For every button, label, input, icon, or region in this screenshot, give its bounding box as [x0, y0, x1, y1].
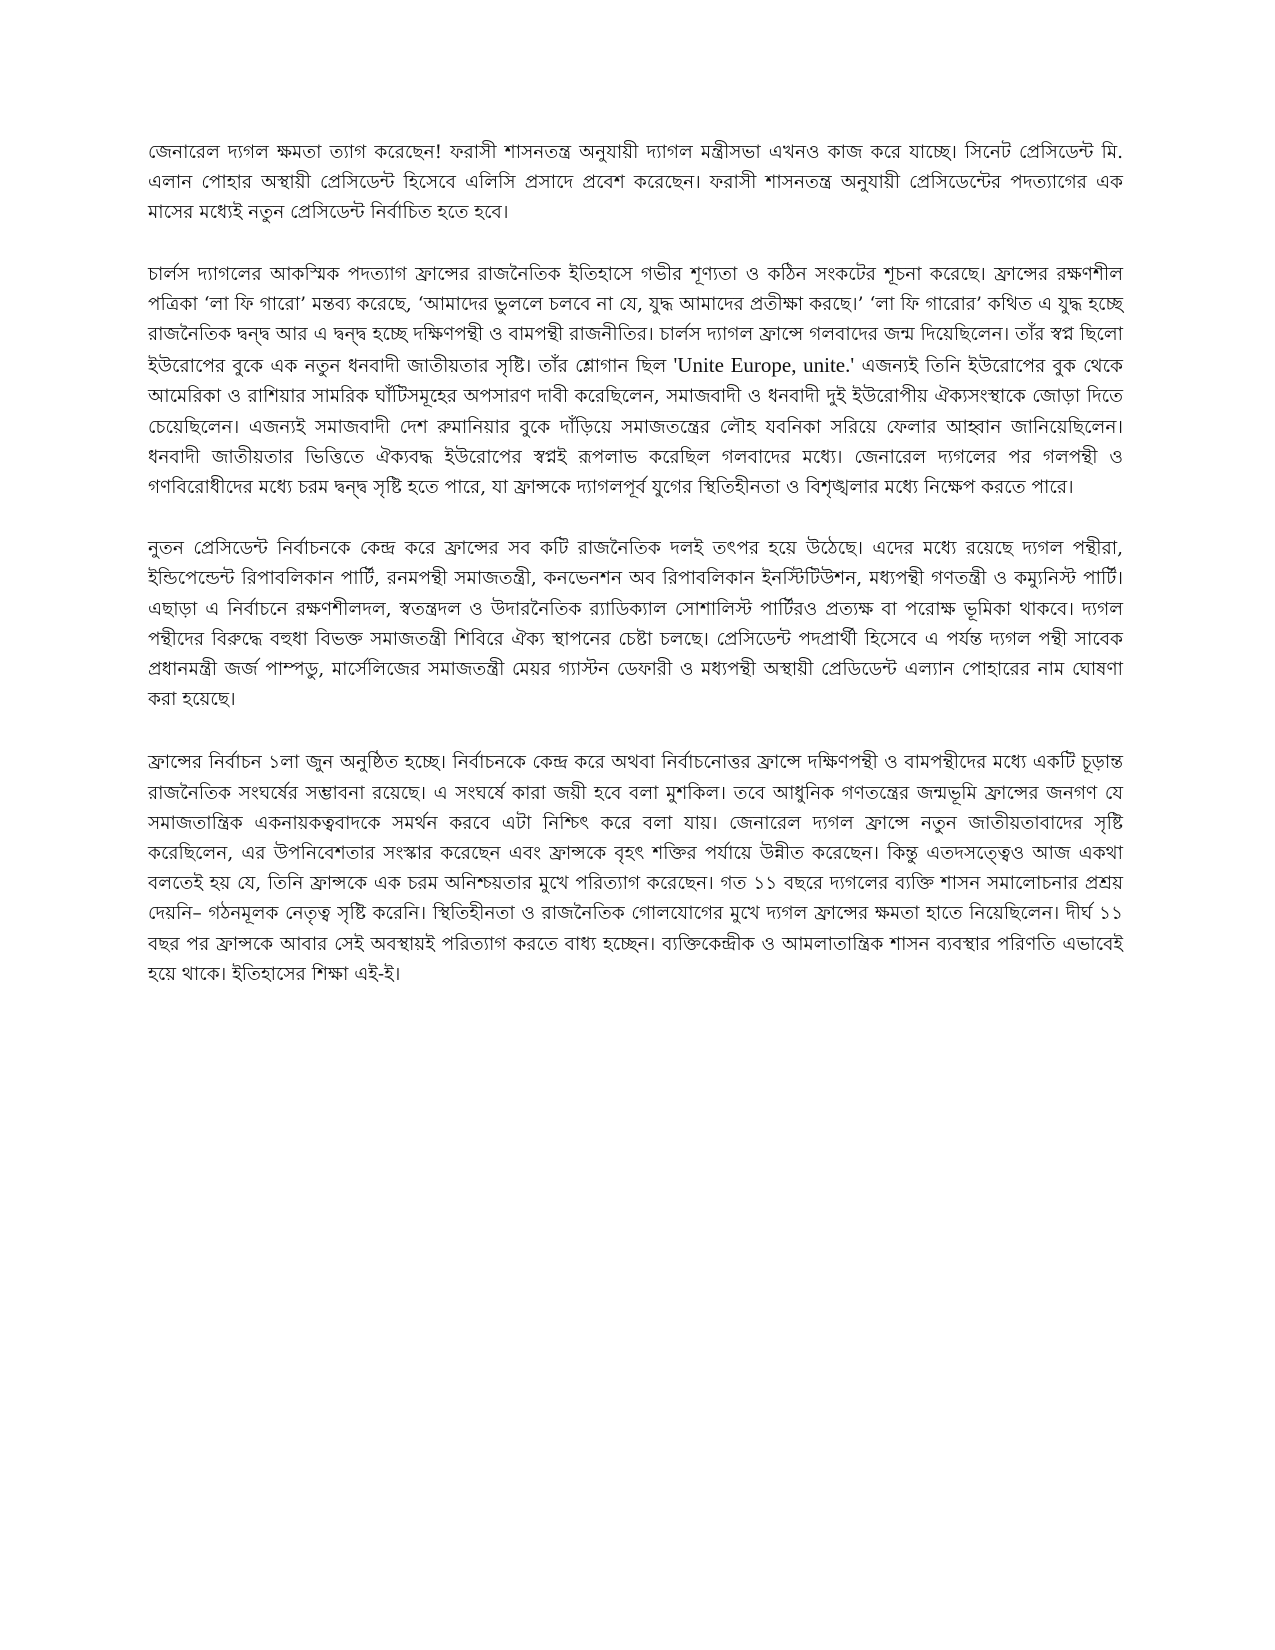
paragraph-election-outlook: ফ্রান্সের নির্বাচন ১লা জুন অনুষ্ঠিত হচ্ছে। নির্বাচনকে কেন্দ্র করে অথবা নির্বাচনোত্তর ফ্রান্সে দক্ষিণপন্থী ও বামপন্থীদের মধ্যে একটি চূড়ান্ত রাজনৈতিক সংঘর্ষের সম্ভাবনা রয়েছে। এ সংঘর্ষে কারা জয়ী হবে বলা মুশকিল। তবে আধুনিক গণতন্ত্রের জন্মভূমি ফ্রান্সের জনগণ যে সমাজতান্ত্রিক একনায়কত্ববাদকে সমর্থন করবে এটা নিশ্চিৎ করে বলা যায়। জেনারেল দ্যগল ফ্রান্সে নতুন জাতীয়তাবাদের সৃষ্টি করেছিলেন, এর উপনিবেশতার সংস্কার করেছেন এবং ফ্রান্সকে বৃহৎ শক্তির পর্যায়ে উন্নীত করেছেন। কিন্তু এতদসত্ত্বেও আজ একথা বলতেই হয় যে, তিনি ফ্রান্সকে এক চরম অনিশ্চয়তার মুখে পরিত্যাগ করেছেন। গত ১১ বছরে দ্যগলের ব্যক্তি শাসন সমালোচনার প্রশ্রয় দেয়নি– গঠনমূলক নেতৃত্ব সৃষ্টি করেনি। স্থিতিহীনতা ও রাজনৈতিক গোলযোগের মুখে দ্যগল ফ্রান্সের ক্ষমতা হাতে নিয়েছিলেন। দীর্ঘ ১১ বছর পর ফ্রান্সকে আবার সেই অবস্থায়ই পরিত্যাগ করতে বাধ্য হচ্ছেন। ব্যক্তিকেন্দ্রীক ও আমলাতান্ত্রিক শাসন ব্যবস্থার পরিণতি এভাবেই হয়ে থাকে। ইতিহাসের শিক্ষা এই-ই। [148, 752, 1123, 985]
document-body [148, 138, 1123, 1021]
paragraph-gaullism-text-before: চার্লস দ্যাগলের আকস্মিক পদত্যাগ ফ্রান্সের রাজনৈতিক ইতিহাসে গভীর শূণ্যতা ও কঠিন সংকটের শূচনা করেছে। ফ্রান্সের রক্ষণশীল পত্রিকা ‘লা ফি গারো’ মন্তব্য করেছে, ‘আমাদের ভুললে চলবে না যে, যুদ্ধ আমাদের প্রতীক্ষা করছে।’ ‘লা ফি গারোর’ কথিত এ যুদ্ধ হচ্ছে রাজনৈতিক দ্বন্দ্ব আর এ দ্বন্দ্ব হচ্ছে দক্ষিণপন্থী ও বামপন্থী রাজনীতির। চার্লস দ্যাগল ফ্রান্সে গলবাদের জন্ম দিয়েছিলেন। তাঁর স্বপ্ন ছিলো ইউরোপের বুকে এক নতুন ধনবাদী জাতীয়তার সৃষ্টি। তাঁর শ্লোগান ছিল [148, 263, 1123, 378]
paragraph-election-parties: নুতন প্রেসিডেন্ট নির্বাচনকে কেন্দ্র করে ফ্রান্সের সব কটি রাজনৈতিক দলই তৎপর হয়ে উঠেছে। এদের মধ্যে রয়েছে দ্যগল পন্থীরা, ইন্ডিপেন্ডেন্ট রিপাবলিকান পার্টি, রনমপন্থী সমাজতন্ত্রী, কনভেনশন অব রিপাবলিকান ইনস্টিটিউশন, মধ্যপন্থী গণতন্ত্রী ও কম্যুনিস্ট পার্টি। এছাড়া এ নির্বাচনে রক্ষণশীলদল, স্বতন্ত্রদল ও উদারনৈতিক র‌্যাডিক্যাল সোশালিস্ট পার্টিরও প্রত্যক্ষ বা পরোক্ষ ভূমিকা থাকবে। দ্যগল পন্থীদের বিরুদ্ধে বহুধা বিভক্ত সমাজতন্ত্রী শিবিরে ঐক্য স্থাপনের চেষ্টা চলছে। প্রেসিডেন্ট পদপ্রার্থী হিসেবে এ পর্যন্ত দ্যগল পন্থী সাবেক প্রধানমন্ত্রী জর্জ পাম্পডু, মার্সেলিজের সমাজতন্ত্রী মেয়র গ্যাস্টন ডেফারী ও মধ্যপন্থী অস্থায়ী প্রেডিডেন্ট এল্যান পোহারের নাম ঘোষণা করা হয়েছে। [148, 538, 1123, 711]
paragraph-gaullism-text-after: এজন্যই তিনি ইউরোপের বুক থেকে আমেরিকা ও রাশিয়ার সামরিক ঘাঁটিসমূহের অপসারণ দাবী করেছিলেন, সমাজবাদী ও ধনবাদী দুই ইউরোপীয় ঐক্যসংস্থাকে জোড়া দিতে চেয়েছিলেন। এজন্যই সমাজবাদী দেশ রুমানিয়ার বুকে দাঁড়িয়ে সমাজতন্ত্রের লৌহ যবনিকা সরিয়ে ফেলার আহ্বান জানিয়েছিলেন। ধনবাদী জাতীয়তার ভিত্তিতে ঐক্যবদ্ধ ইউরোপের স্বপ্নই রূপলাভ করেছিল গলবাদের মধ্যে। জেনারেল দ্যগলের পর গলপন্থী ও গণবিরোধীদের মধ্যে চরম দ্বন্দ্ব সৃষ্টি হতে পারে, যা ফ্রান্সকে দ্যাগলপূর্ব যুগের স্থিতিহীনতা ও বিশৃঙ্খলার মধ্যে নিক্ষেপ করতে পারে। [148, 356, 1124, 499]
paragraph-resignation: জেনারেল দ্যগল ক্ষমতা ত্যাগ করেছেন! ফরাসী শাসনতন্ত্র অনুযায়ী দ্যাগল মন্ত্রীসভা এখনও কাজ করে যাচ্ছে। সিনেট প্রেসিডেন্ট মি. এলান পোহার অস্থায়ী প্রেসিডেন্ট হিসেবে এলিসি প্রসাদে প্রবেশ করেছেন। ফরাসী শাসনতন্ত্র অনুযায়ী প্রেসিডেন্টের পদত্যাগের এক মাসের মধ্যেই নতুন প্রেসিডেন্ট নির্বাচিত হতে হবে। [148, 142, 1123, 224]
paragraph-gaullism [148, 260, 1123, 504]
slogan-quote: 'Unite Europe, unite.' [673, 353, 855, 378]
